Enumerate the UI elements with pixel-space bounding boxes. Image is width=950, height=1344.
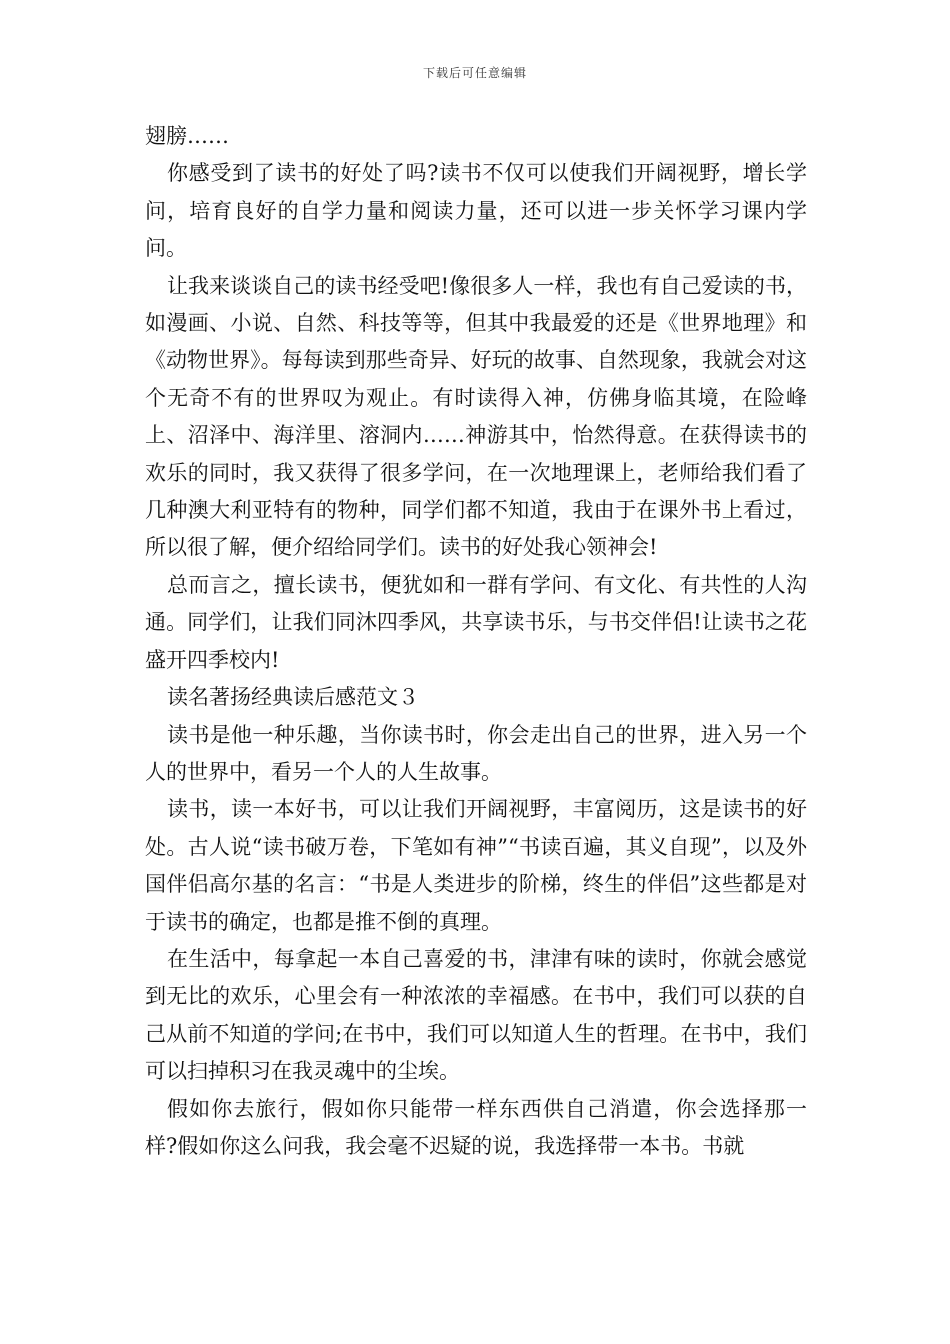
paragraph: 让我来谈谈自己的读书经受吧!像很多人一样，我也有自己爱读的书，如漫画、小说、自然、科技等等，但其中我最爱的还是《世界地理》和《动物世界》。每每读到那些奇异、好玩的故事、自然现象，我就会对这个无奇不有的世界叹为观止。有时读得入神，仿佛身临其境，在险峰上、沼泽中、海洋里、溶洞内……神游其中，怡然得意。在获得读书的欢乐的同时，我又获得了很多学问，在一次地理课上，老师给我们看了几种澳大利亚特有的物种，同学们都不知道，我由于在课外书上看过，所以很了解，便介绍给同学们。读书的好处我心领神会! xyxy=(145,273,807,560)
paragraph: 读书是他一种乐趣，当你读书时，你会走出自己的世界，进入另一个人的世界中，看另一个人的人生故事。 xyxy=(145,722,807,784)
section-heading: 读名著扬经典读后感范文３ xyxy=(167,685,419,710)
paragraph: 你感受到了读书的好处了吗?读书不仅可以使我们开阔视野，增长学问，培育良好的自学力量和阅读力量，还可以进一步关怀学习课内学问。 xyxy=(145,161,807,261)
paragraph: 总而言之，擅长读书，便犹如和一群有学问、有文化、有共性的人沟通。同学们，让我们同沐四季风，共享读书乐，与书交伴侣!让读书之花盛开四季校内! xyxy=(145,572,807,672)
paragraph: 读书，读一本好书，可以让我们开阔视野，丰富阅历，这是读书的好处。古人说“读书破万卷，下笔如有神”“书读百遍，其义自现”，以及外国伴侣高尔基的名言：“书是人类进步的阶梯，终生的伴侣”这些都是对于读书的确定，也都是推不倒的真理。 xyxy=(145,797,807,934)
page-header: 下载后可任意编辑 xyxy=(422,66,527,80)
paragraph: 假如你去旅行，假如你只能带一样东西供自己消遣，你会选择那一样?假如你这么问我，我会毫不迟疑的说，我选择带一本书。书就 xyxy=(145,1096,807,1158)
paragraph: 在生活中，每拿起一本自己喜爱的书，津津有味的读时，你就会感觉到无比的欢乐，心里会有一种浓浓的幸福感。在书中，我们可以获的自己从前不知道的学问;在书中，我们可以知道人生的哲理。在书中，我们可以扫掉积习在我灵魂中的尘埃。 xyxy=(145,946,807,1084)
paragraph-continuation: 翅膀…… xyxy=(145,124,229,148)
document-body xyxy=(145,118,807,1165)
